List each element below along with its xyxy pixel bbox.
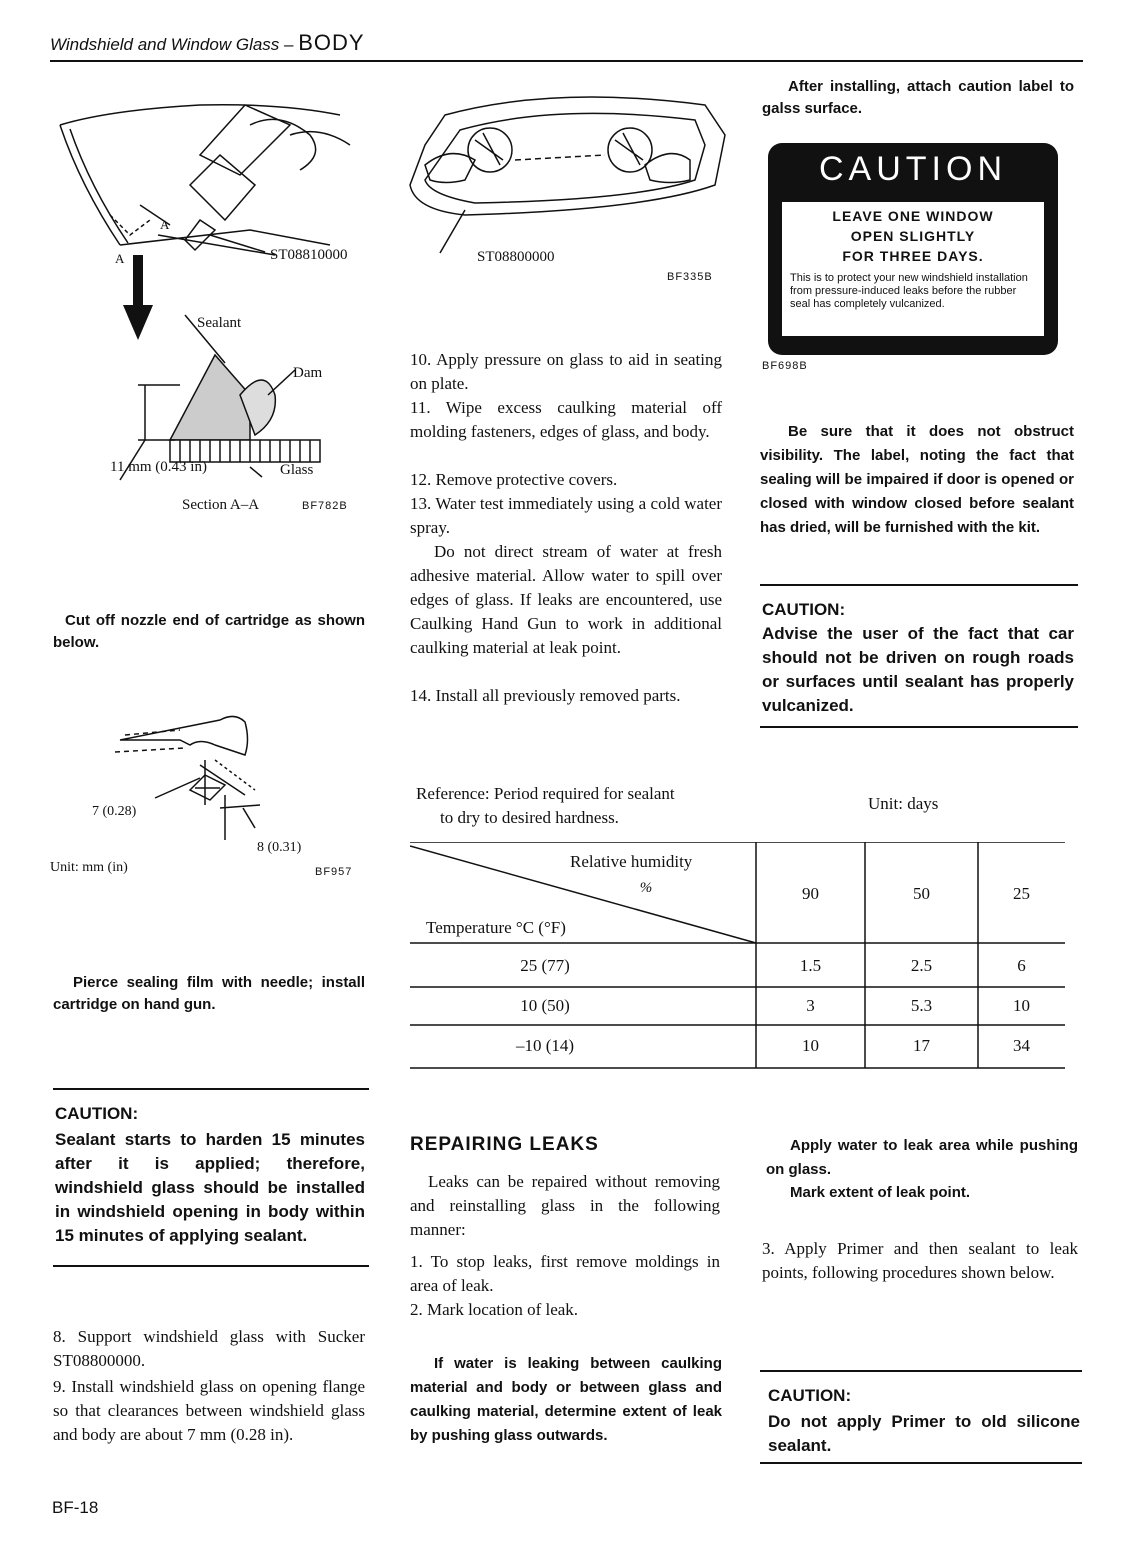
caution-text: Advise the user of the fact that car should not be driven on rough roads or surfaces until sealant has properly vulcanized.: [762, 624, 1074, 715]
repairing-intro: Leaks can be repaired without removing and reinstalling glass in the following manner:: [410, 1172, 720, 1239]
step-9: 9. Install windshield glass on opening flange so that clearances between windshield glass and body are about 7 mm (0.28 in).: [53, 1377, 365, 1444]
caution-title: CAUTION:: [55, 1104, 139, 1123]
col-humidity-50: 50: [913, 884, 930, 903]
part-number-label: ST08800000: [477, 249, 555, 265]
figure-code: BF782B: [302, 500, 348, 512]
caution-label-head1: LEAVE ONE WINDOW: [832, 208, 994, 224]
figure-code: BF957: [315, 866, 353, 878]
section-marker-a: A: [115, 251, 125, 266]
attach-label-instruction: After installing, attach caution label to galss surface.: [762, 78, 1074, 117]
page-header: Windshield and Window Glass – BODY: [50, 30, 365, 55]
repair-note: If water is leaking between caulking material and body or between glass and caulking material, determine extent of leak by pushing glass outwards.: [410, 1355, 722, 1444]
header-rule: [50, 60, 1083, 62]
apply-water-instruction: Apply water to leak area while pushing on glass.: [766, 1137, 1078, 1178]
table-cell: 6: [1017, 956, 1026, 975]
humidity-table: [410, 842, 1065, 1070]
table-cell: 2.5: [910, 956, 933, 975]
col-humidity-25: 25: [1013, 884, 1030, 903]
step-12: 12. Remove protective covers.: [410, 470, 618, 489]
header-temperature: Temperature °C (°F): [426, 918, 566, 937]
dimension-left: 7 (0.28): [92, 804, 137, 819]
step-10: 10. Apply pressure on glass to aid in seating on plate.: [410, 350, 722, 393]
cut-nozzle-instruction: Cut off nozzle end of cartridge as shown below.: [53, 612, 365, 651]
caution-rule-top: [760, 584, 1078, 586]
step-8: 8. Support windshield glass with Sucker ST08800000.: [53, 1327, 365, 1370]
mark-extent-instruction: Mark extent of leak point.: [790, 1184, 971, 1201]
figure-nozzle: [50, 700, 370, 880]
header-title: Windshield and Window Glass: [50, 35, 280, 54]
figure-sealant-section: [50, 95, 370, 525]
caution-title: CAUTION:: [762, 600, 846, 619]
table-cell: 10: [1013, 996, 1030, 1015]
label-note: Be sure that it does not obstruct visibility. The label, noting the fact that sealing will be impaired if door is opened or closed with window closed before sealant has dried, will be furnished with the kit.: [760, 423, 1074, 536]
sucker-illustration: [405, 85, 735, 285]
step-11: 11. Wipe excess caulking material off molding fasteners, edges of glass, and body.: [410, 398, 722, 441]
page-number: BF-18: [52, 1498, 99, 1517]
figure-sucker: [405, 85, 735, 285]
repair-step-2: 2. Mark location of leak.: [410, 1300, 579, 1319]
caution-label-head3: FOR THREE DAYS.: [842, 248, 984, 264]
header-humidity: Relative humidity: [570, 852, 693, 871]
part-number-label: ST08810000: [270, 247, 348, 263]
caution-label-body: This is to protect your new windshield installation from pressure-induced leaks before the rubber seal has completely vulcanized.: [790, 272, 1028, 310]
row-temp-25: 25 (77): [520, 956, 570, 975]
step-13-note: Do not direct stream of water at fresh adhesive material. Allow water to spill over edges of glass. If leaks are encountered, use Caulking Hand Gun to work in additional caulking material at leak point.: [410, 542, 722, 657]
table-cell: 1.5: [799, 956, 822, 975]
caution-title: CAUTION:: [768, 1386, 852, 1405]
table-cell: 3: [806, 996, 815, 1015]
table-cell: 34: [1013, 1036, 1030, 1055]
repair-step-1: 1. To stop leaks, first remove moldings in area of leak.: [410, 1252, 720, 1295]
dam-label: Dam: [293, 365, 323, 381]
caution-rule-bottom: [53, 1265, 369, 1267]
reference-line1: Reference: Period required for sealant: [416, 784, 675, 803]
dimension-label: 11 mm (0.43 in): [110, 459, 207, 475]
reference-line2: to dry to desired hardness.: [440, 808, 619, 827]
figure-code: BF698B: [762, 360, 808, 372]
caution-label-panel: [782, 202, 1044, 336]
figure-code: BF335B: [667, 271, 713, 283]
table-cell: 10: [802, 1036, 819, 1055]
caution-label-head2: OPEN SLIGHTLY: [850, 228, 976, 244]
section-marker-a2: A: [160, 217, 170, 232]
row-temp-minus10: –10 (14): [515, 1036, 575, 1055]
caution-label-title: CAUTION: [819, 150, 1007, 188]
table-cell: 17: [913, 1036, 930, 1055]
caution-text: Sealant starts to harden 15 minutes after it is applied; therefore, windshield glass should be installed in windshield opening in body within 15 minutes of applying sealant.: [55, 1130, 365, 1245]
header-percent: %: [639, 880, 653, 896]
dimension-right: 8 (0.31): [257, 840, 302, 855]
step-14: 14. Install all previously removed parts.: [410, 686, 681, 705]
caution-rule-bottom: [760, 726, 1078, 728]
row-temp-10: 10 (50): [520, 996, 570, 1015]
section-label: Section A–A: [182, 497, 260, 513]
sealant-label: Sealant: [197, 315, 242, 331]
pierce-instruction: Pierce sealing film with needle; install cartridge on hand gun.: [53, 974, 365, 1013]
caution-rule-top: [760, 1370, 1082, 1372]
unit-label: Unit: mm (in): [50, 860, 128, 875]
table-cell: 5.3: [910, 996, 933, 1015]
repairing-leaks-heading: REPAIRING LEAKS: [410, 1134, 599, 1155]
caution-rule-top: [53, 1088, 369, 1090]
repair-step-3: 3. Apply Primer and then sealant to leak points, following procedures shown below.: [762, 1239, 1078, 1282]
col-humidity-90: 90: [802, 884, 819, 903]
glass-label: Glass: [280, 462, 314, 478]
header-section: BODY: [298, 30, 365, 55]
reference-unit: Unit: days: [868, 794, 939, 813]
step-13: 13. Water test immediately using a cold water spray.: [410, 494, 722, 537]
sealant-gun-illustration: [50, 95, 370, 525]
caution-text: Do not apply Primer to old silicone sealant.: [768, 1412, 1080, 1455]
caution-rule-bottom: [760, 1462, 1082, 1464]
nozzle-illustration: [50, 700, 370, 880]
